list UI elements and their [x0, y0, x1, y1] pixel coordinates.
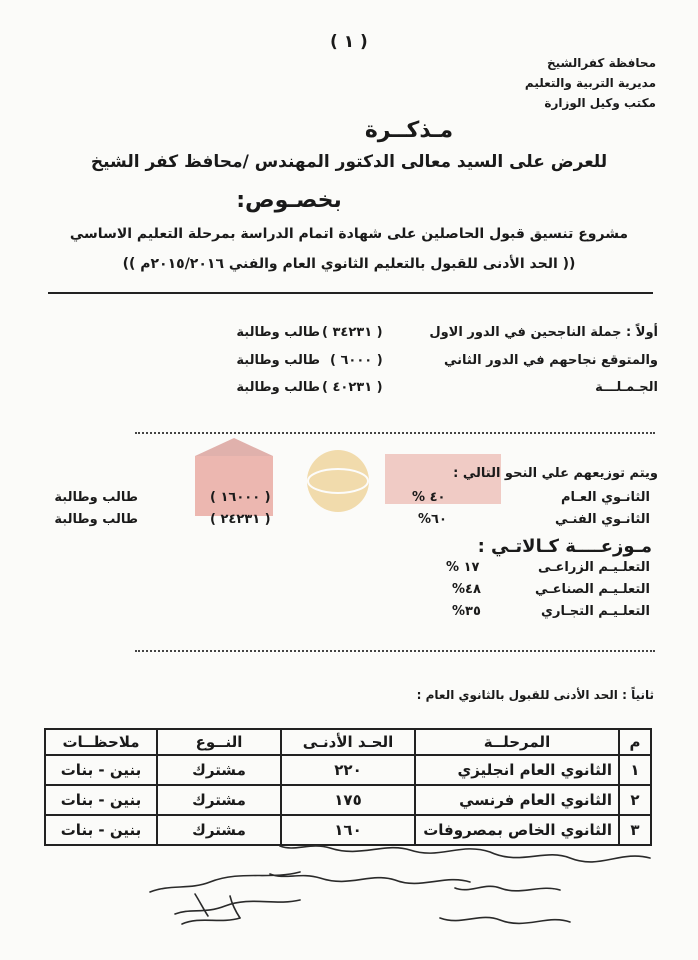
- cell-num: ٣: [619, 815, 651, 845]
- cell-num: ٢: [619, 785, 651, 815]
- industrial-pct: ٤٨%: [452, 582, 481, 597]
- page-number: ( ١ ): [330, 32, 368, 52]
- general-secondary-unit: طالب وطالبة: [54, 490, 138, 505]
- col-header-stage: المرحلــة: [415, 729, 619, 755]
- cell-min: ١٧٥: [281, 785, 415, 815]
- expected-second-label: والمتوقع نجاحهم في الدور الثاني: [444, 353, 658, 368]
- header-governorate: محافظة كفرالشيخ: [546, 56, 656, 70]
- expected-second-unit: طالب وطالبة: [236, 353, 320, 368]
- expected-second-value: ( ٦٠٠٠ ): [330, 353, 383, 368]
- col-header-min: الحـد الأدنـى: [281, 729, 415, 755]
- project-title: مشروع تنسيق قبول الحاصلين على شهادة اتمام الدراسة بمرحلة التعليم الاساسي: [69, 226, 629, 242]
- cell-stage: الثانوي العام انجليزي: [415, 755, 619, 785]
- agricultural-pct: ١٧ %: [446, 560, 480, 575]
- cell-notes: بنين - بنات: [45, 815, 157, 845]
- passed-first-label: أولاً : جملة الناجحين في الدور الاول: [429, 325, 658, 340]
- header-office: مكتب وكيل الوزارة: [544, 96, 656, 110]
- cell-type: مشترك: [157, 785, 281, 815]
- cell-notes: بنين - بنات: [45, 785, 157, 815]
- cell-min: ١٦٠: [281, 815, 415, 845]
- cell-stage: الثانوي الخاص بمصروفات: [415, 815, 619, 845]
- passed-first-value: ( ٣٤٢٣١ ): [322, 325, 383, 340]
- general-secondary-pct: ٤٠ %: [412, 490, 446, 505]
- total-unit: طالب وطالبة: [236, 380, 320, 395]
- addressee-line: للعرض على السيد معالى الدكتور المهندس /محافظ كفر الشيخ: [90, 152, 608, 172]
- header-directorate: مديرية التربية والتعليم: [524, 76, 656, 90]
- memo-title: مـذكــرة: [364, 118, 454, 143]
- cell-type: مشترك: [157, 815, 281, 845]
- cell-stage: الثانوي العام فرنسي: [415, 785, 619, 815]
- technical-secondary-unit: طالب وطالبة: [54, 512, 138, 527]
- total-label: الجـمـلـــة: [595, 380, 658, 395]
- technical-secondary-count: ( ٢٤٢٣١ ): [210, 512, 271, 527]
- general-secondary-count: ( ١٦٠٠٠ ): [210, 490, 271, 505]
- passed-first-unit: طالب وطالبة: [236, 325, 320, 340]
- commercial-label: التعلـيـم التجـاري: [541, 604, 650, 619]
- cell-num: ١: [619, 755, 651, 785]
- col-header-notes: ملاحظــات: [45, 729, 157, 755]
- second-heading: ثانياً : الحد الأدنى للقبول بالثانوي العام :: [416, 688, 654, 702]
- allocation-heading: مـوزعــــة كـالاتـي :: [477, 536, 652, 557]
- total-value: ( ٤٠٢٣١ ): [322, 380, 383, 395]
- technical-secondary-pct: ٦٠%: [418, 512, 447, 527]
- subject-heading: بخصـوص:: [236, 188, 342, 213]
- cell-type: مشترك: [157, 755, 281, 785]
- cell-notes: بنين - بنات: [45, 755, 157, 785]
- col-header-num: م: [619, 729, 651, 755]
- commercial-pct: ٣٥%: [452, 604, 481, 619]
- general-secondary-label: الثانـوي العـام: [561, 490, 650, 505]
- industrial-label: التعلـيـم الصناعـي: [534, 582, 650, 597]
- agricultural-label: التعلـيـم الزراعـى: [537, 560, 650, 575]
- minimum-title: (( الحد الأدنى للقبول بالتعليم الثانوي العام والفني ٢٠١٥/٢٠١٦م )): [122, 256, 576, 272]
- cell-min: ٢٢٠: [281, 755, 415, 785]
- col-header-type: النــوع: [157, 729, 281, 755]
- distribution-intro: ويتم توزيعهم علي النحو التالي :: [453, 466, 658, 481]
- technical-secondary-label: الثانـوي الفنـي: [554, 512, 650, 527]
